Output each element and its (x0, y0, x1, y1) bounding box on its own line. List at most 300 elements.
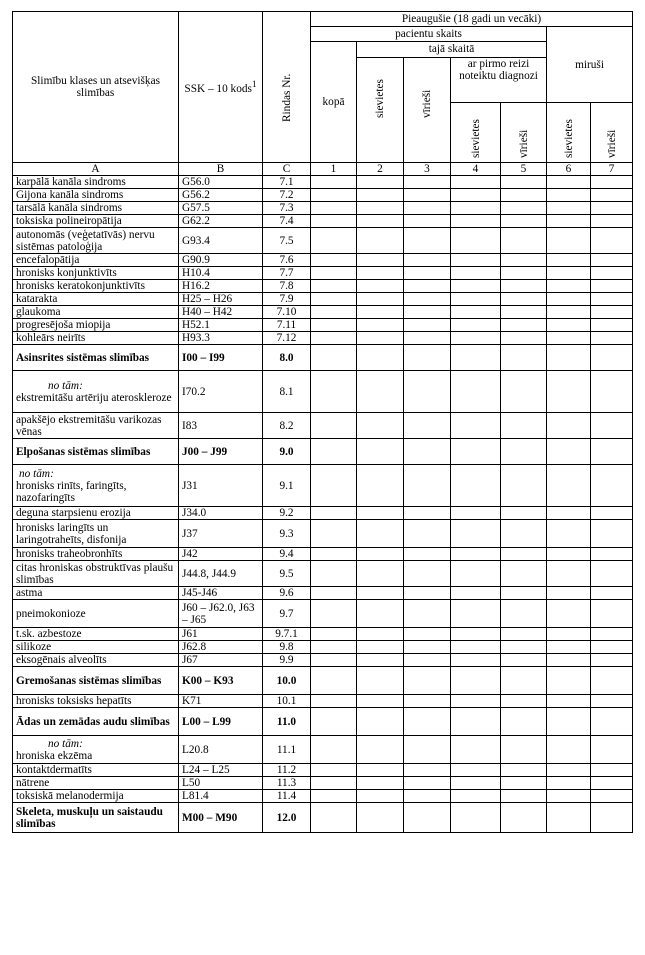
value-cell[interactable] (404, 764, 451, 777)
value-cell[interactable] (404, 293, 451, 306)
value-cell[interactable] (591, 695, 633, 708)
value-cell[interactable] (451, 600, 501, 628)
value-cell[interactable] (404, 371, 451, 413)
value-cell[interactable] (404, 267, 451, 280)
value-cell[interactable] (311, 736, 357, 764)
row-number: 9.8 (263, 641, 311, 654)
men-header: vīrieši (404, 57, 451, 162)
value-cell[interactable] (547, 267, 591, 280)
value-cell[interactable] (451, 777, 501, 790)
value-cell[interactable] (311, 790, 357, 803)
value-cell[interactable] (501, 600, 547, 628)
value-cell[interactable] (591, 736, 633, 764)
disease-name: hronisks laringīts un laringotraheīts, disfonija (13, 520, 179, 548)
of-which-header: tajā skaitā (357, 42, 547, 57)
value-cell[interactable] (404, 507, 451, 520)
table-row (13, 600, 633, 628)
table-row (13, 215, 633, 228)
table-row (13, 176, 633, 189)
value-cell[interactable] (547, 667, 591, 695)
value-cell[interactable] (591, 215, 633, 228)
value-cell[interactable] (547, 293, 591, 306)
value-cell[interactable] (451, 413, 501, 439)
value-cell[interactable] (357, 520, 404, 548)
value-cell[interactable] (404, 667, 451, 695)
value-cell[interactable] (591, 790, 633, 803)
value-cell[interactable] (451, 654, 501, 667)
value-cell[interactable] (357, 293, 404, 306)
value-cell[interactable] (501, 332, 547, 345)
disease-name: Gremošanas sistēmas slimības (13, 667, 179, 695)
value-cell[interactable] (591, 708, 633, 736)
icd-code: J44.8, J44.9 (179, 561, 263, 587)
value-cell[interactable] (591, 228, 633, 254)
value-cell[interactable] (404, 803, 451, 833)
value-cell[interactable] (451, 708, 501, 736)
table-row (13, 708, 633, 736)
value-cell[interactable] (404, 306, 451, 319)
value-cell[interactable] (591, 520, 633, 548)
table-row (13, 267, 633, 280)
disease-name: hronisks keratokonjunktivīts (13, 280, 179, 293)
value-cell[interactable] (547, 465, 591, 507)
value-cell[interactable] (404, 254, 451, 267)
value-cell[interactable] (501, 654, 547, 667)
value-cell[interactable] (404, 280, 451, 293)
value-cell[interactable] (501, 267, 547, 280)
value-cell[interactable] (591, 600, 633, 628)
value-cell[interactable] (451, 439, 501, 465)
value-cell[interactable] (311, 561, 357, 587)
value-cell[interactable] (311, 293, 357, 306)
value-cell[interactable] (311, 628, 357, 641)
value-cell[interactable] (451, 465, 501, 507)
value-cell[interactable] (357, 764, 404, 777)
value-cell[interactable] (591, 280, 633, 293)
row-number: 7.3 (263, 202, 311, 215)
row-number: 9.3 (263, 520, 311, 548)
value-cell[interactable] (591, 176, 633, 189)
value-cell[interactable] (591, 628, 633, 641)
value-cell[interactable] (547, 587, 591, 600)
value-cell[interactable] (547, 189, 591, 202)
value-cell[interactable] (547, 507, 591, 520)
value-cell[interactable] (357, 439, 404, 465)
value-cell[interactable] (451, 306, 501, 319)
icd-code: L24 – L25 (179, 764, 263, 777)
value-cell[interactable] (357, 695, 404, 708)
value-cell[interactable] (547, 736, 591, 764)
table-row (13, 736, 633, 764)
value-cell[interactable] (404, 790, 451, 803)
disease-name: progresējoša miopija (13, 319, 179, 332)
value-cell[interactable] (357, 267, 404, 280)
value-cell[interactable] (501, 561, 547, 587)
row-number: 7.7 (263, 267, 311, 280)
value-cell[interactable] (357, 803, 404, 833)
value-cell[interactable] (501, 667, 547, 695)
value-cell[interactable] (591, 548, 633, 561)
value-cell[interactable] (547, 413, 591, 439)
icd-code: H25 – H26 (179, 293, 263, 306)
row-number: 11.2 (263, 764, 311, 777)
value-cell[interactable] (311, 176, 357, 189)
value-cell[interactable] (501, 215, 547, 228)
value-cell[interactable] (451, 736, 501, 764)
value-cell[interactable] (547, 228, 591, 254)
value-cell[interactable] (311, 600, 357, 628)
value-cell[interactable] (404, 708, 451, 736)
value-cell[interactable] (357, 708, 404, 736)
value-cell[interactable] (501, 319, 547, 332)
disease-name: Skeleta, muskuļu un saistaudu slimības (13, 803, 179, 833)
value-cell[interactable] (311, 520, 357, 548)
disease-name: silikoze (13, 641, 179, 654)
row-number: 9.0 (263, 439, 311, 465)
value-cell[interactable] (404, 548, 451, 561)
value-cell[interactable] (591, 654, 633, 667)
value-cell[interactable] (311, 267, 357, 280)
value-cell[interactable] (547, 790, 591, 803)
value-cell[interactable] (404, 736, 451, 764)
value-cell[interactable] (451, 215, 501, 228)
value-cell[interactable] (547, 803, 591, 833)
value-cell[interactable] (501, 641, 547, 654)
value-cell[interactable] (404, 413, 451, 439)
value-cell[interactable] (311, 641, 357, 654)
value-cell[interactable] (404, 587, 451, 600)
value-cell[interactable] (501, 777, 547, 790)
value-cell[interactable] (501, 520, 547, 548)
value-cell[interactable] (451, 202, 501, 215)
value-cell[interactable] (404, 600, 451, 628)
value-cell[interactable] (451, 695, 501, 708)
value-cell[interactable] (501, 708, 547, 736)
value-cell[interactable] (404, 465, 451, 507)
value-cell[interactable] (311, 371, 357, 413)
value-cell[interactable] (404, 228, 451, 254)
value-cell[interactable] (547, 280, 591, 293)
table-row (13, 465, 633, 507)
icd-code: J67 (179, 654, 263, 667)
value-cell[interactable] (547, 777, 591, 790)
value-cell[interactable] (311, 587, 357, 600)
value-cell[interactable] (451, 790, 501, 803)
value-cell[interactable] (404, 202, 451, 215)
value-cell[interactable] (547, 561, 591, 587)
value-cell[interactable] (591, 587, 633, 600)
value-cell[interactable] (311, 413, 357, 439)
value-cell[interactable] (357, 465, 404, 507)
value-cell[interactable] (451, 345, 501, 371)
value-cell[interactable] (451, 764, 501, 777)
value-cell[interactable] (501, 507, 547, 520)
icd-code: M00 – M90 (179, 803, 263, 833)
value-cell[interactable] (591, 777, 633, 790)
value-cell[interactable] (451, 254, 501, 267)
disease-name: katarakta (13, 293, 179, 306)
value-cell[interactable] (501, 345, 547, 371)
value-cell[interactable] (357, 228, 404, 254)
value-cell[interactable] (547, 371, 591, 413)
value-cell[interactable] (547, 332, 591, 345)
value-cell[interactable] (591, 345, 633, 371)
value-cell[interactable] (311, 667, 357, 695)
value-cell[interactable] (591, 561, 633, 587)
value-cell[interactable] (547, 439, 591, 465)
value-cell[interactable] (311, 695, 357, 708)
value-cell[interactable] (591, 306, 633, 319)
value-cell[interactable] (357, 215, 404, 228)
table-row (13, 413, 633, 439)
value-cell[interactable] (501, 280, 547, 293)
disease-name: no tām: hroniska ekzēma (13, 736, 179, 764)
value-cell[interactable] (501, 764, 547, 777)
value-cell[interactable] (451, 293, 501, 306)
value-cell[interactable] (357, 736, 404, 764)
value-cell[interactable] (501, 628, 547, 641)
value-cell[interactable] (311, 345, 357, 371)
value-cell[interactable] (591, 189, 633, 202)
value-cell[interactable] (357, 332, 404, 345)
icd-code: G62.2 (179, 215, 263, 228)
value-cell[interactable] (451, 641, 501, 654)
value-cell[interactable] (451, 176, 501, 189)
value-cell[interactable] (311, 439, 357, 465)
value-cell[interactable] (501, 465, 547, 507)
value-cell[interactable] (357, 319, 404, 332)
value-cell[interactable] (404, 319, 451, 332)
value-cell[interactable] (357, 202, 404, 215)
value-cell[interactable] (357, 777, 404, 790)
value-cell[interactable] (404, 641, 451, 654)
value-cell[interactable] (357, 254, 404, 267)
disease-name: no tām: hronisks rinīts, faringīts, nazofaringīts (13, 465, 179, 507)
value-cell[interactable] (591, 465, 633, 507)
value-cell[interactable] (451, 667, 501, 695)
table-row (13, 561, 633, 587)
value-cell[interactable] (311, 708, 357, 736)
value-cell[interactable] (451, 280, 501, 293)
icd-code: G93.4 (179, 228, 263, 254)
row-number: 7.8 (263, 280, 311, 293)
row-number: 11.0 (263, 708, 311, 736)
value-cell[interactable] (404, 654, 451, 667)
value-cell[interactable] (501, 202, 547, 215)
icd-code: J61 (179, 628, 263, 641)
value-cell[interactable] (591, 507, 633, 520)
value-cell[interactable] (547, 176, 591, 189)
icd-code: J00 – J99 (179, 439, 263, 465)
value-cell[interactable] (357, 371, 404, 413)
value-cell[interactable] (547, 254, 591, 267)
value-cell[interactable] (357, 641, 404, 654)
value-cell[interactable] (311, 319, 357, 332)
value-cell[interactable] (501, 176, 547, 189)
value-cell[interactable] (451, 371, 501, 413)
table-row (13, 790, 633, 803)
table-row (13, 306, 633, 319)
value-cell[interactable] (591, 803, 633, 833)
value-cell[interactable] (357, 600, 404, 628)
row-number: 7.9 (263, 293, 311, 306)
value-cell[interactable] (357, 345, 404, 371)
value-cell[interactable] (357, 790, 404, 803)
value-cell[interactable] (591, 319, 633, 332)
value-cell[interactable] (357, 306, 404, 319)
value-cell[interactable] (451, 319, 501, 332)
value-cell[interactable] (311, 465, 357, 507)
value-cell[interactable] (451, 332, 501, 345)
value-cell[interactable] (451, 561, 501, 587)
value-cell[interactable] (547, 520, 591, 548)
value-cell[interactable] (404, 345, 451, 371)
value-cell[interactable] (591, 641, 633, 654)
value-cell[interactable] (311, 228, 357, 254)
value-cell[interactable] (501, 254, 547, 267)
value-cell[interactable] (404, 520, 451, 548)
value-cell[interactable] (451, 587, 501, 600)
row-number: 7.11 (263, 319, 311, 332)
value-cell[interactable] (591, 267, 633, 280)
value-cell[interactable] (404, 189, 451, 202)
value-cell[interactable] (451, 628, 501, 641)
value-cell[interactable] (311, 254, 357, 267)
value-cell[interactable] (311, 654, 357, 667)
value-cell[interactable] (451, 228, 501, 254)
value-cell[interactable] (311, 548, 357, 561)
value-cell[interactable] (591, 764, 633, 777)
disease-name: kontaktdermatīts (13, 764, 179, 777)
value-cell[interactable] (501, 803, 547, 833)
value-cell[interactable] (501, 736, 547, 764)
value-cell[interactable] (357, 413, 404, 439)
value-cell[interactable] (501, 790, 547, 803)
value-cell[interactable] (547, 345, 591, 371)
value-cell[interactable] (451, 520, 501, 548)
value-cell[interactable] (501, 439, 547, 465)
value-cell[interactable] (404, 176, 451, 189)
disease-name: hronisks toksisks hepatīts (13, 695, 179, 708)
value-cell[interactable] (311, 507, 357, 520)
value-cell[interactable] (547, 215, 591, 228)
value-cell[interactable] (404, 332, 451, 345)
row-number: 9.6 (263, 587, 311, 600)
value-cell[interactable] (357, 667, 404, 695)
value-cell[interactable] (357, 280, 404, 293)
value-cell[interactable] (501, 587, 547, 600)
value-cell[interactable] (501, 293, 547, 306)
disease-name: kohleārs neirīts (13, 332, 179, 345)
table-row (13, 228, 633, 254)
disease-name: Gijona kanāla sindroms (13, 189, 179, 202)
row-number: 9.7.1 (263, 628, 311, 641)
value-cell[interactable] (311, 764, 357, 777)
value-cell[interactable] (357, 507, 404, 520)
disease-name: Elpošanas sistēmas slimības (13, 439, 179, 465)
table-row (13, 319, 633, 332)
value-cell[interactable] (547, 641, 591, 654)
icd-code: L00 – L99 (179, 708, 263, 736)
value-cell[interactable] (311, 280, 357, 293)
value-cell[interactable] (357, 654, 404, 667)
value-cell[interactable] (311, 777, 357, 790)
value-cell[interactable] (404, 695, 451, 708)
value-cell[interactable] (547, 306, 591, 319)
value-cell[interactable] (501, 228, 547, 254)
disease-name: pneimokonioze (13, 600, 179, 628)
value-cell[interactable] (357, 561, 404, 587)
value-cell[interactable] (404, 628, 451, 641)
value-cell[interactable] (591, 202, 633, 215)
table-row (13, 777, 633, 790)
icd-code: I00 – I99 (179, 345, 263, 371)
value-cell[interactable] (311, 215, 357, 228)
value-cell[interactable] (451, 803, 501, 833)
value-cell[interactable] (311, 332, 357, 345)
value-cell[interactable] (547, 628, 591, 641)
value-cell[interactable] (404, 215, 451, 228)
value-cell[interactable] (501, 548, 547, 561)
value-cell[interactable] (501, 413, 547, 439)
value-cell[interactable] (451, 189, 501, 202)
table-row (13, 654, 633, 667)
value-cell[interactable] (591, 439, 633, 465)
value-cell[interactable] (311, 803, 357, 833)
value-cell[interactable] (591, 254, 633, 267)
value-cell[interactable] (547, 708, 591, 736)
value-cell[interactable] (501, 306, 547, 319)
value-cell[interactable] (311, 189, 357, 202)
value-cell[interactable] (591, 371, 633, 413)
value-cell[interactable] (404, 561, 451, 587)
value-cell[interactable] (591, 332, 633, 345)
value-cell[interactable] (591, 293, 633, 306)
value-cell[interactable] (357, 628, 404, 641)
value-cell[interactable] (357, 587, 404, 600)
value-cell[interactable] (547, 202, 591, 215)
row-number: 11.3 (263, 777, 311, 790)
value-cell[interactable] (501, 371, 547, 413)
value-cell[interactable] (451, 507, 501, 520)
value-cell[interactable] (451, 548, 501, 561)
value-cell[interactable] (357, 189, 404, 202)
value-cell[interactable] (501, 189, 547, 202)
value-cell[interactable] (547, 548, 591, 561)
value-cell[interactable] (547, 695, 591, 708)
value-cell[interactable] (547, 319, 591, 332)
value-cell[interactable] (311, 306, 357, 319)
table-row (13, 189, 633, 202)
value-cell[interactable] (591, 667, 633, 695)
value-cell[interactable] (547, 600, 591, 628)
col-b-header: SSK – 10 kods$^1$ (179, 12, 263, 163)
no-tam-label: no tām: (19, 467, 54, 480)
value-cell[interactable] (357, 176, 404, 189)
first-men-header: vīrieši (501, 103, 547, 163)
value-cell[interactable] (547, 654, 591, 667)
table-row (13, 293, 633, 306)
value-cell[interactable] (404, 777, 451, 790)
value-cell[interactable] (357, 548, 404, 561)
value-cell[interactable] (404, 439, 451, 465)
value-cell[interactable] (311, 202, 357, 215)
value-cell[interactable] (501, 695, 547, 708)
icd-code: L20.8 (179, 736, 263, 764)
value-cell[interactable] (591, 413, 633, 439)
value-cell[interactable] (451, 267, 501, 280)
value-cell[interactable] (547, 764, 591, 777)
